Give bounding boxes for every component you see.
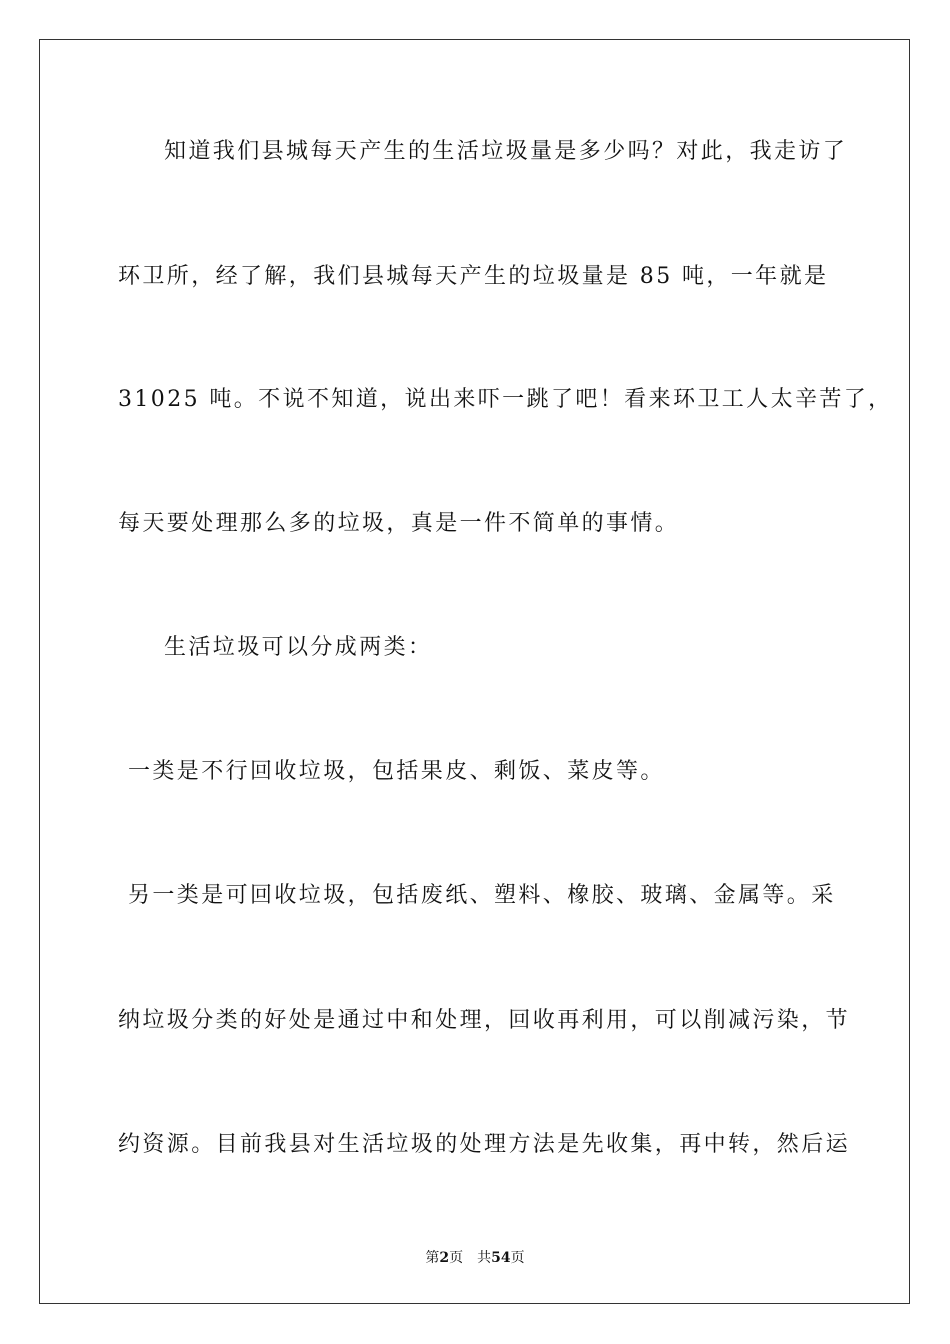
paragraph-line: 一类是不行回收垃圾，包括果皮、剩饭、菜皮等。 — [128, 759, 665, 784]
paragraph-line: 知道我们县城每天产生的生活垃圾量是多少吗？对此，我走访了 — [164, 139, 848, 164]
paragraph-line: 环卫所，经了解，我们县城每天产生的垃圾量是 85 吨，一年就是 — [118, 264, 829, 289]
paragraph-line: 每天要处理那么多的垃圾，真是一件不简单的事情。 — [118, 511, 680, 536]
paragraph-line: 约资源。目前我县对生活垃圾的处理方法是先收集，再中转，然后运 — [118, 1132, 851, 1157]
paragraph-line: 纳垃圾分类的好处是通过中和处理，回收再利用，可以削减污染，节 — [118, 1008, 851, 1033]
page-prefix: 第 — [425, 1250, 440, 1266]
page-border — [39, 39, 910, 1304]
page-suffix: 页 — [449, 1250, 464, 1266]
total-suffix: 页 — [510, 1250, 525, 1266]
paragraph-line: 生活垃圾可以分成两类： — [164, 635, 433, 660]
paragraph-line: 另一类是可回收垃圾，包括废纸、塑料、橡胶、玻璃、金属等。采 — [128, 883, 836, 908]
total-prefix: 共 — [477, 1250, 492, 1266]
page-number: 2 — [439, 1250, 450, 1266]
paragraph-line: 31025 吨。不说不知道，说出来吓一跳了吧！看来环卫工人太辛苦了， — [118, 387, 893, 412]
total-pages: 54 — [491, 1250, 511, 1266]
page-footer — [0, 1247, 950, 1267]
